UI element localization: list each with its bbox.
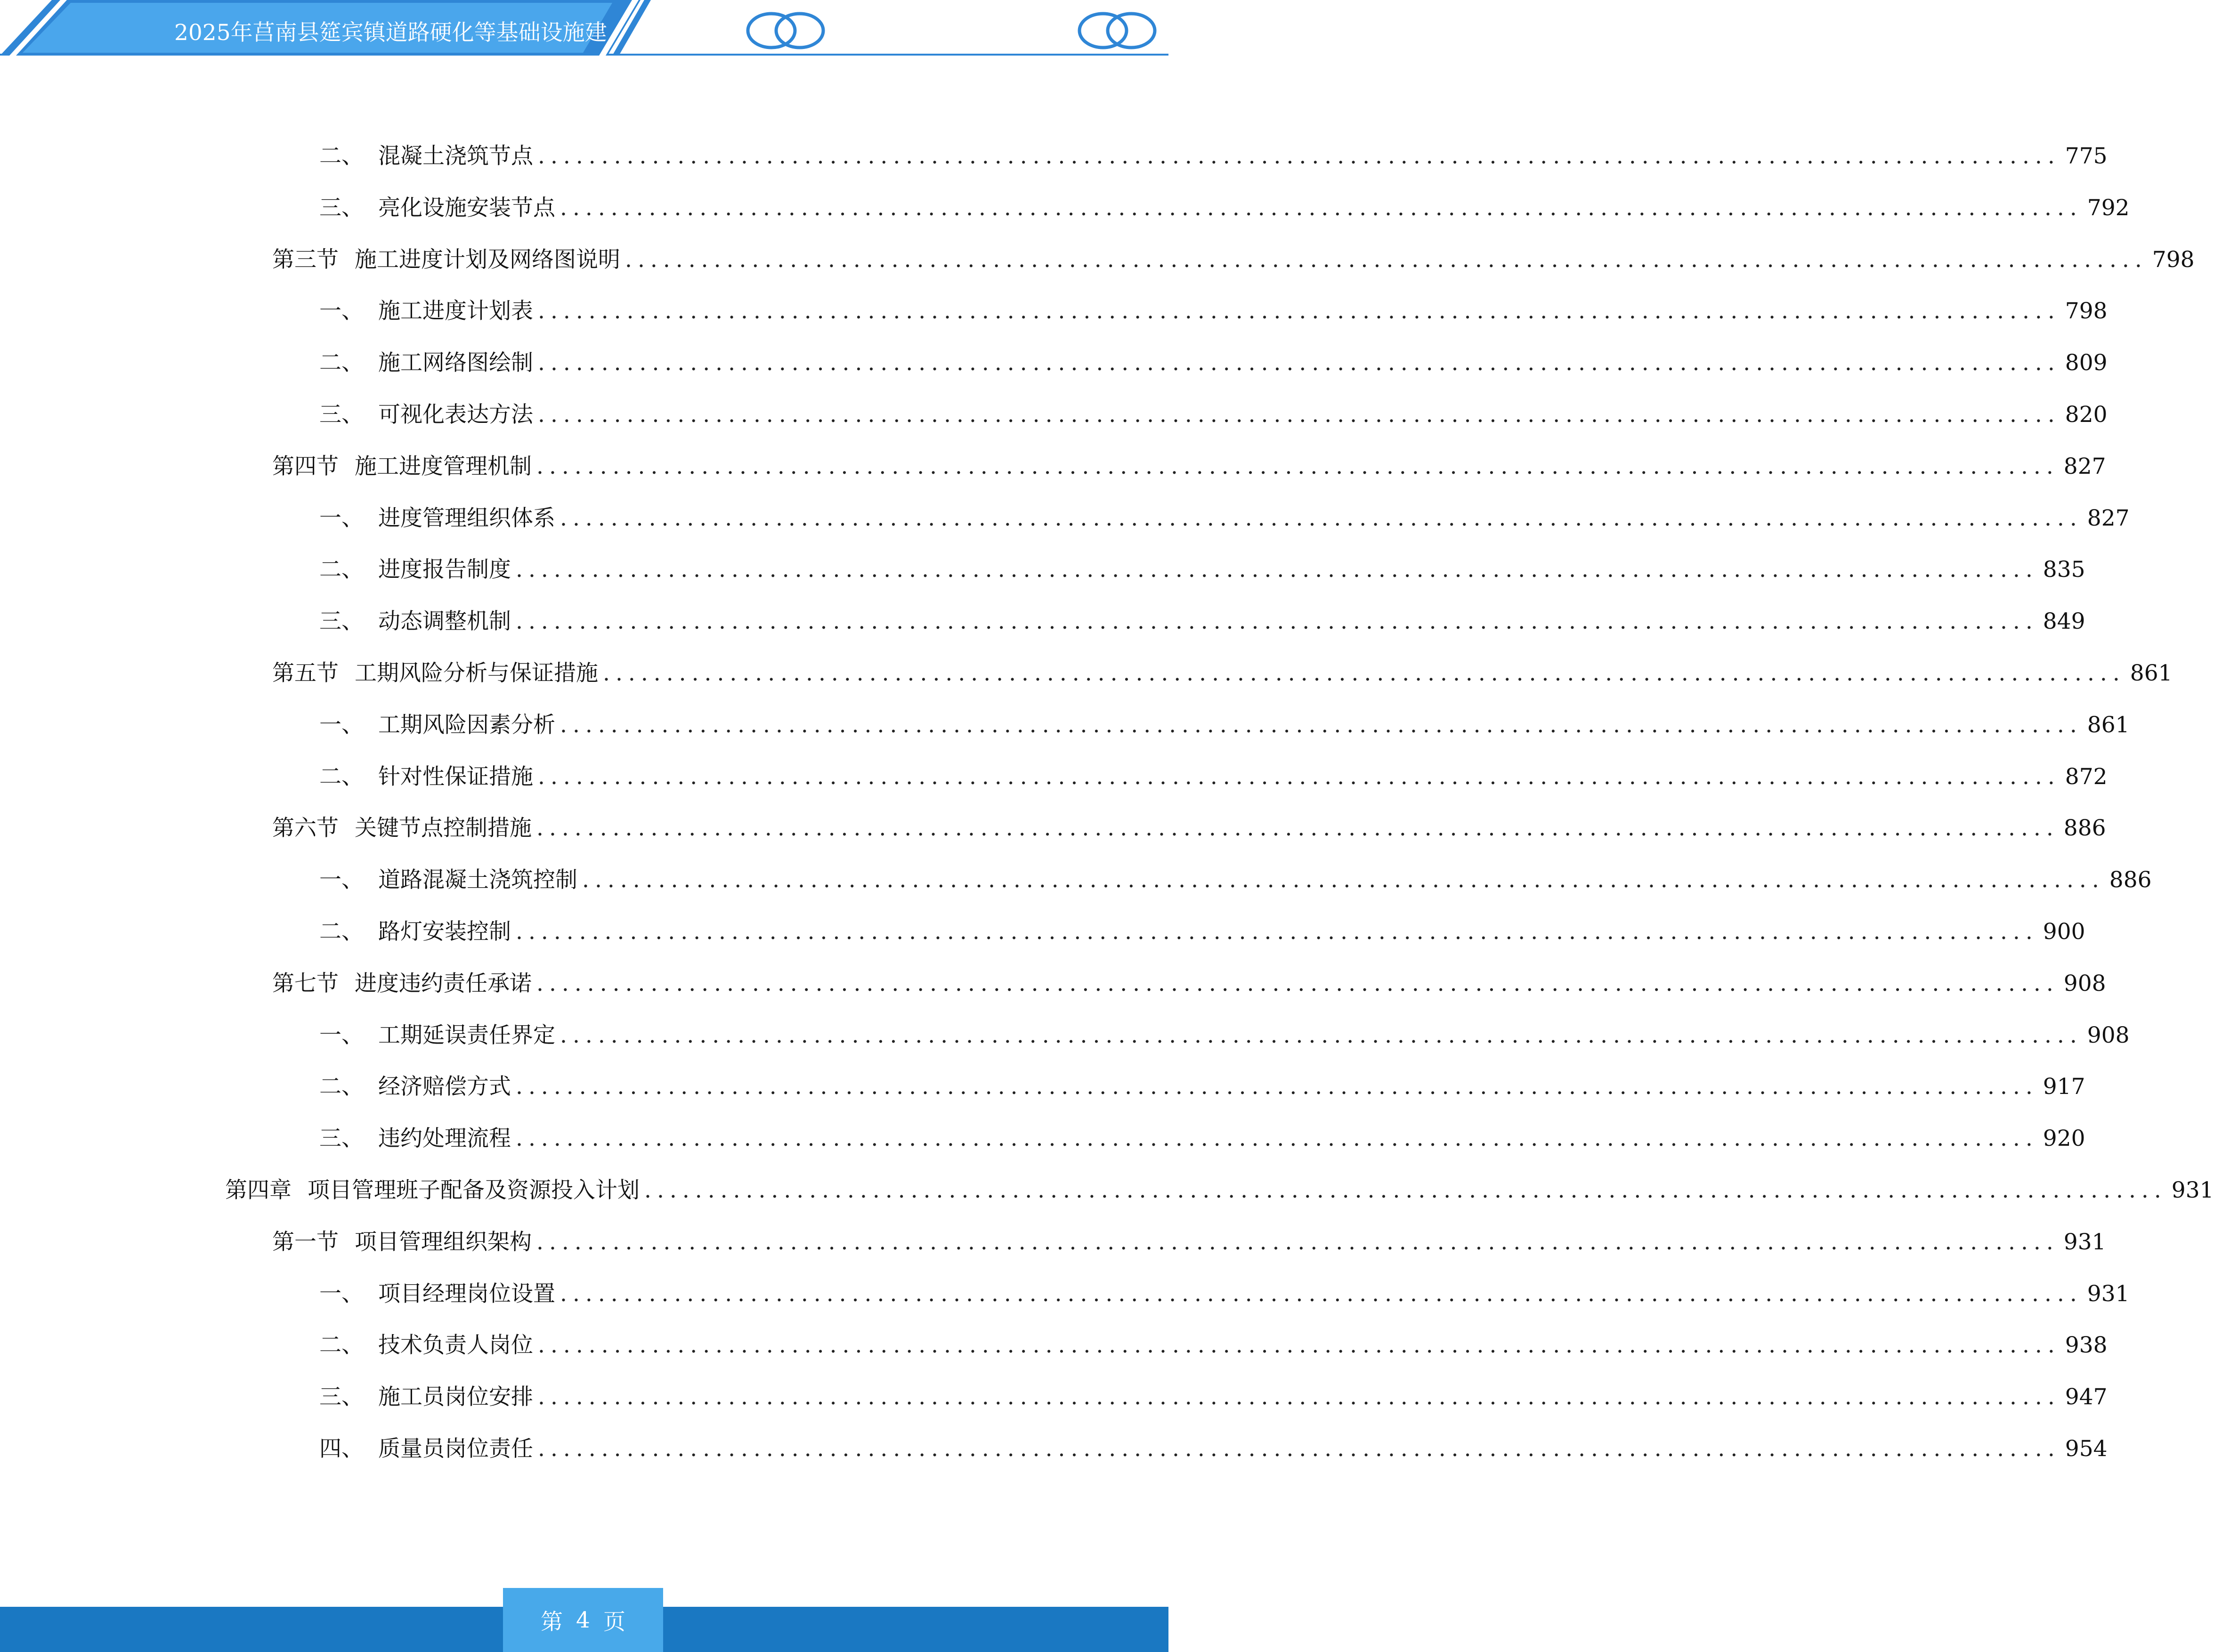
toc-entry[interactable] (319, 1327, 2108, 1364)
toc-dot-leader: ........................................................................................................................ (582, 867, 2105, 893)
toc-dot-leader: ........................................................................................................................ (536, 1229, 2059, 1255)
toc-entry[interactable] (319, 1068, 2085, 1106)
toc-entry-page: 938 (2065, 1332, 2108, 1358)
toc-entry[interactable] (319, 758, 2108, 796)
toc-entry-number: 第五节 (272, 660, 339, 686)
toc-entry-number: 第四节 (272, 453, 339, 479)
toc-entry-title: 经济赔偿方式 (378, 1074, 511, 1100)
toc-entry-page: 861 (2130, 660, 2173, 686)
toc-entry[interactable] (319, 292, 2108, 330)
toc-entry-number: 一、 (319, 1022, 364, 1048)
toc-entry-page: 798 (2152, 247, 2195, 273)
toc-entry-page: 798 (2065, 298, 2108, 324)
toc-dot-leader: ........................................................................................................................ (538, 298, 2060, 324)
toc-entry-number: 三、 (319, 402, 364, 428)
toc-dot-leader: ........................................................................................................................ (536, 453, 2059, 479)
toc-entry[interactable] (319, 1120, 2085, 1158)
toc-entry-page: 908 (2063, 971, 2106, 996)
toc-dot-leader: ........................................................................................................................ (516, 557, 2038, 583)
toc-entry-title: 可视化表达方法 (378, 402, 533, 428)
toc-dot-leader: ........................................................................................................................ (560, 505, 2083, 531)
toc-entry-number: 一、 (319, 867, 364, 893)
toc-entry[interactable] (272, 448, 2106, 486)
toc-dot-leader: ........................................................................................................................ (560, 712, 2083, 738)
toc-dot-leader: ........................................................................................................................ (560, 1281, 2083, 1307)
page-number: 4 (576, 1607, 590, 1633)
toc-entry-title: 进度报告制度 (378, 557, 511, 583)
toc-entry-number: 一、 (319, 298, 364, 324)
toc-entry-page: 886 (2063, 815, 2106, 841)
toc-entry[interactable] (319, 396, 2108, 434)
toc-dot-leader: ........................................................................................................................ (516, 1074, 2038, 1100)
double-ring-logo-icon (743, 9, 828, 52)
toc-dot-leader: ........................................................................................................................ (516, 608, 2038, 634)
toc-dot-leader: ........................................................................................................................ (538, 402, 2060, 428)
double-ring-logo-icon (1075, 9, 1160, 52)
toc-entry-title: 关键节点控制措施 (355, 815, 532, 841)
toc-entry-number: 一、 (319, 505, 364, 531)
toc-entry-title: 施工网络图绘制 (378, 350, 533, 376)
toc-entry[interactable] (319, 706, 2130, 744)
page-header (0, 0, 1168, 61)
toc-entry[interactable] (319, 913, 2085, 951)
toc-entry[interactable] (272, 241, 2195, 279)
toc-dot-leader: ........................................................................................................................ (538, 143, 2060, 169)
toc-entry-page: 835 (2043, 557, 2085, 583)
toc-entry-title: 路灯安装控制 (378, 919, 511, 945)
page-number-tab (503, 1588, 663, 1652)
toc-entry-title: 项目经理岗位设置 (378, 1281, 555, 1307)
toc-dot-leader: ........................................................................................................................ (644, 1177, 2167, 1203)
toc-dot-leader: ........................................................................................................................ (560, 1022, 2083, 1048)
toc-entry-page: 872 (2065, 764, 2108, 790)
toc-dot-leader: ........................................................................................................................ (538, 350, 2060, 376)
toc-entry[interactable] (319, 1017, 2130, 1054)
toc-entry-title: 进度管理组织体系 (378, 505, 555, 531)
toc-entry-page: 954 (2065, 1436, 2108, 1462)
toc-entry-page: 861 (2087, 712, 2130, 738)
toc-entry[interactable] (319, 1430, 2108, 1468)
toc-entry[interactable] (319, 138, 2108, 175)
toc-entry[interactable] (319, 189, 2130, 227)
toc-entry[interactable] (272, 810, 2106, 847)
toc-dot-leader: ........................................................................................................................ (538, 1436, 2060, 1462)
toc-entry-title: 道路混凝土浇筑控制 (378, 867, 577, 893)
toc-entry-title: 工期风险分析与保证措施 (355, 660, 598, 686)
document-title: 2025年莒南县筵宾镇道路硬化等基础设施建 (174, 20, 607, 46)
toc-entry[interactable] (319, 500, 2130, 537)
toc-entry-page: 920 (2043, 1126, 2085, 1151)
toc-entry-page: 886 (2109, 867, 2152, 893)
toc-entry[interactable] (319, 551, 2085, 589)
toc-entry-title: 工期风险因素分析 (378, 712, 555, 738)
toc-entry-number: 二、 (319, 1332, 364, 1358)
toc-dot-leader: ........................................................................................................................ (538, 1384, 2060, 1410)
toc-dot-leader: ........................................................................................................................ (536, 971, 2059, 996)
toc-entry[interactable] (319, 603, 2085, 640)
toc-dot-leader: ........................................................................................................................ (560, 195, 2083, 221)
toc-entry-number: 三、 (319, 1384, 364, 1410)
toc-entry-page: 917 (2043, 1074, 2085, 1100)
page-prefix: 第 (541, 1609, 563, 1635)
toc-entry-number: 三、 (319, 608, 364, 634)
toc-entry-number: 二、 (319, 1074, 364, 1100)
toc-entry[interactable] (319, 1275, 2130, 1313)
toc-entry-number: 第四章 (225, 1177, 292, 1203)
toc-entry-number: 第七节 (272, 971, 339, 996)
toc-dot-leader: ........................................................................................................................ (603, 660, 2125, 686)
toc-entry-title: 动态调整机制 (378, 608, 511, 634)
toc-entry-number: 二、 (319, 557, 364, 583)
toc-entry-title: 技术负责人岗位 (378, 1332, 533, 1358)
toc-entry[interactable] (272, 965, 2106, 1003)
toc-entry-title: 项目管理班子配备及资源投入计划 (308, 1177, 640, 1203)
toc-dot-leader: ........................................................................................................................ (516, 1126, 2038, 1151)
toc-entry-number: 第六节 (272, 815, 339, 841)
toc-entry-number: 二、 (319, 764, 364, 790)
toc-entry-title: 针对性保证措施 (378, 764, 533, 790)
toc-dot-leader: ........................................................................................................................ (625, 247, 2148, 273)
toc-entry-number: 一、 (319, 712, 364, 738)
toc-entry-page: 931 (2063, 1229, 2106, 1255)
toc-entry[interactable] (319, 1378, 2108, 1416)
toc-entry-title: 亮化设施安装节点 (378, 195, 555, 221)
toc-entry-number: 一、 (319, 1281, 364, 1307)
toc-dot-leader: ........................................................................................................................ (538, 1332, 2060, 1358)
toc-entry[interactable] (319, 861, 2152, 899)
toc-entry-number: 三、 (319, 1126, 364, 1151)
toc-entry-title: 项目管理组织架构 (355, 1229, 532, 1255)
toc-entry-title: 质量员岗位责任 (378, 1436, 533, 1462)
toc-entry-page: 827 (2063, 453, 2106, 479)
toc-entry[interactable] (319, 344, 2108, 382)
toc-entry-number: 第一节 (272, 1229, 339, 1255)
toc-entry-title: 施工员岗位安排 (378, 1384, 533, 1410)
toc-dot-leader: ........................................................................................................................ (516, 919, 2038, 945)
toc-entry-number: 二、 (319, 143, 364, 169)
toc-entry-page: 931 (2171, 1177, 2214, 1203)
toc-entry-number: 三、 (319, 195, 364, 221)
toc-entry-title: 施工进度计划及网络图说明 (355, 247, 620, 273)
toc-entry[interactable] (272, 1223, 2106, 1261)
toc-dot-leader: ........................................................................................................................ (538, 764, 2060, 790)
toc-entry-number: 二、 (319, 919, 364, 945)
toc-entry-page: 849 (2043, 608, 2085, 634)
toc-entry-page: 827 (2087, 505, 2130, 531)
toc-entry-title: 施工进度管理机制 (355, 453, 532, 479)
toc-entry-page: 775 (2065, 143, 2108, 169)
toc-entry-page: 947 (2065, 1384, 2108, 1410)
toc-entry-page: 900 (2043, 919, 2085, 945)
toc-entry-title: 混凝土浇筑节点 (378, 143, 533, 169)
toc-entry[interactable] (225, 1172, 2214, 1209)
toc-entry-number: 二、 (319, 350, 364, 376)
toc-entry-title: 工期延误责任界定 (378, 1022, 555, 1048)
toc-entry-title: 施工进度计划表 (378, 298, 533, 324)
toc-dot-leader: ........................................................................................................................ (536, 815, 2059, 841)
toc-entry-page: 931 (2087, 1281, 2130, 1307)
toc-entry-page: 809 (2065, 350, 2108, 376)
toc-entry-number: 四、 (319, 1436, 364, 1462)
toc-entry[interactable] (272, 655, 2173, 692)
toc-entry-title: 进度违约责任承诺 (355, 971, 532, 996)
toc-entry-number: 第三节 (272, 247, 339, 273)
toc-entry-title: 违约处理流程 (378, 1126, 511, 1151)
toc-entry-page: 908 (2087, 1022, 2130, 1048)
page-suffix: 页 (603, 1609, 625, 1635)
toc-entry-page: 820 (2065, 402, 2108, 428)
toc-entry-page: 792 (2087, 195, 2130, 221)
